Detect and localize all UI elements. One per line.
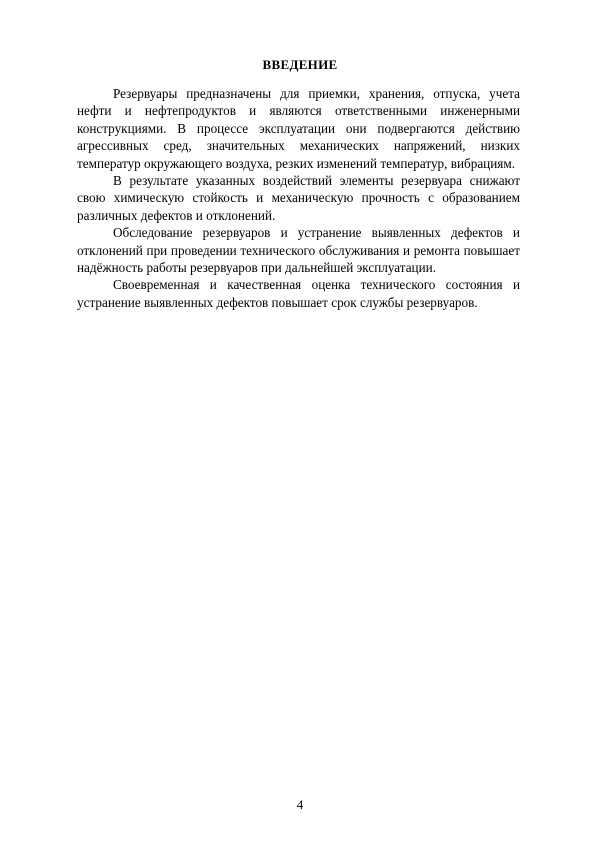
paragraph-1: Резервуары предназначены для приемки, хранения, отпуска, учета нефти и нефтепродуктов и являются ответственными инженерными конструкциями. В процессе эксплуатации они подвергаются действию агрессивных сред, значительных механических напряжений, низких температур окружающего воздуха, резких изменений температур, вибрациям. <box>77 86 520 171</box>
paragraph-4: Своевременная и качественная оценка технического состояния и устранение выявленных дефектов повышает срок службы резервуаров. <box>77 277 520 310</box>
section-heading: ВВЕДЕНИЕ <box>262 57 338 72</box>
body-text <box>77 85 520 311</box>
paragraph-2: В результате указанных воздействий элементы резервуара снижают свою химическую стойкость и механическую прочность с образованием различных дефектов и отклонений. <box>77 173 520 223</box>
paragraph-3: Обследование резервуаров и устранение выявленных дефектов и отклонений при проведении технического обслуживания и ремонта повышает надёжность работы резервуаров при дальнейшей эксплуатации. <box>77 225 520 276</box>
page-number: 4 <box>296 797 304 812</box>
